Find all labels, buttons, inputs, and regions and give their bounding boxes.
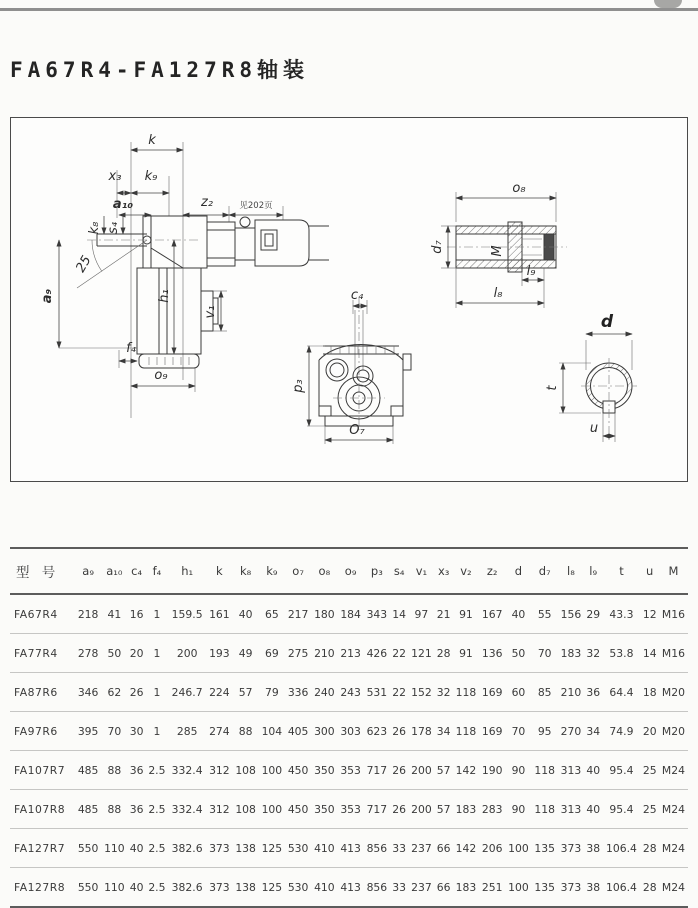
value-cell: 213 — [340, 646, 361, 660]
value-cell: 62 — [107, 685, 122, 699]
table-header-row — [10, 548, 688, 594]
value-cell: M24 — [661, 802, 685, 816]
value-cell: 53.8 — [609, 646, 634, 660]
value-cell: 142 — [455, 841, 477, 855]
value-cell: 40 — [586, 763, 601, 777]
value-cell: 88 — [107, 763, 122, 777]
value-cell: 136 — [481, 646, 503, 660]
dim-label-a9: a₉ — [40, 288, 55, 304]
value-cell: 180 — [314, 607, 335, 621]
value-cell: 41 — [107, 607, 122, 621]
column-header: x₃ — [437, 564, 450, 578]
table-row — [10, 829, 688, 868]
dim-label-see-page: 见202页 — [239, 201, 273, 211]
page-title: FA67R4-FA127R8轴装 — [10, 58, 310, 83]
value-cell: 91 — [459, 607, 473, 621]
value-cell: 373 — [209, 880, 230, 894]
column-header: z₂ — [486, 564, 498, 578]
dim-label-o9: o₉ — [154, 368, 168, 383]
value-cell: 108 — [235, 763, 256, 777]
dim-label-O7: O₇ — [349, 423, 365, 438]
column-header: k₉ — [266, 564, 278, 578]
value-cell: M24 — [661, 841, 685, 855]
value-cell: 50 — [511, 646, 526, 660]
value-cell: 300 — [314, 724, 335, 738]
value-cell: 33 — [392, 841, 407, 855]
column-header: p₃ — [370, 564, 383, 578]
value-cell: M24 — [661, 880, 685, 894]
value-cell: 332.4 — [171, 763, 203, 777]
value-cell: 18 — [642, 685, 657, 699]
value-cell: 410 — [314, 880, 335, 894]
dim-label-v1: v₁ — [203, 305, 218, 319]
value-cell: 313 — [560, 763, 582, 777]
value-cell: 169 — [481, 685, 503, 699]
value-cell: 200 — [411, 802, 432, 816]
value-cell: 210 — [314, 646, 335, 660]
value-cell: 152 — [411, 685, 432, 699]
value-cell: 274 — [209, 724, 230, 738]
top-rule — [0, 8, 698, 11]
value-cell: 856 — [366, 880, 388, 894]
value-cell: 57 — [436, 802, 451, 816]
value-cell: 90 — [511, 802, 526, 816]
value-cell: 450 — [287, 802, 309, 816]
value-cell: 623 — [366, 724, 388, 738]
value-cell: 97 — [414, 607, 429, 621]
value-cell: 90 — [511, 763, 526, 777]
column-header: d₇ — [538, 564, 551, 578]
value-cell: 183 — [455, 802, 477, 816]
table-row — [10, 712, 688, 751]
value-cell: 1 — [153, 646, 161, 660]
table-row — [10, 790, 688, 829]
dim-label-l9: l₉ — [526, 264, 536, 279]
model-cell: FA97R6 — [14, 724, 58, 738]
value-cell: 373 — [560, 880, 582, 894]
value-cell: 138 — [235, 841, 256, 855]
value-cell: 118 — [534, 802, 555, 816]
model-cell: FA127R8 — [14, 880, 66, 894]
model-cell: FA107R8 — [14, 802, 66, 816]
value-cell: 550 — [77, 841, 99, 855]
value-cell: 91 — [459, 646, 473, 660]
value-cell: 251 — [481, 880, 503, 894]
value-cell: 100 — [261, 763, 283, 777]
value-cell: 70 — [537, 646, 552, 660]
value-cell: 38 — [586, 841, 601, 855]
value-cell: 66 — [436, 841, 451, 855]
value-cell: 217 — [287, 607, 309, 621]
hollow-shaft-detail — [430, 181, 567, 308]
value-cell: 110 — [104, 841, 125, 855]
value-cell: 26 — [392, 763, 407, 777]
value-cell: 183 — [455, 880, 477, 894]
model-cell: FA127R7 — [14, 841, 66, 855]
value-cell: 142 — [455, 763, 477, 777]
value-cell: 382.6 — [171, 880, 203, 894]
value-cell: 450 — [287, 763, 309, 777]
bore-cross-section — [545, 312, 637, 442]
column-header: u — [646, 564, 654, 578]
value-cell: 121 — [411, 646, 432, 660]
value-cell: 28 — [642, 841, 657, 855]
value-cell: 100 — [508, 841, 529, 855]
dim-label-t: t — [545, 385, 560, 391]
column-header: a₉ — [82, 564, 94, 578]
value-cell: 336 — [287, 685, 309, 699]
value-cell: 332.4 — [171, 802, 203, 816]
value-cell: 135 — [534, 880, 555, 894]
value-cell: 161 — [209, 607, 230, 621]
value-cell: 43.3 — [609, 607, 634, 621]
value-cell: 178 — [411, 724, 432, 738]
value-cell: 28 — [436, 646, 451, 660]
dim-label-p3: p₃ — [291, 379, 306, 393]
value-cell: 79 — [265, 685, 279, 699]
value-cell: 85 — [537, 685, 552, 699]
value-cell: 110 — [104, 880, 125, 894]
value-cell: 218 — [77, 607, 99, 621]
value-cell: 30 — [129, 724, 144, 738]
value-cell: 405 — [287, 724, 309, 738]
value-cell: 26 — [129, 685, 144, 699]
column-header: o₉ — [344, 564, 357, 578]
value-cell: 550 — [77, 880, 99, 894]
value-cell: 104 — [261, 724, 283, 738]
value-cell: 2.5 — [148, 763, 166, 777]
value-cell: 426 — [366, 646, 388, 660]
value-cell: 40 — [129, 880, 144, 894]
value-cell: 210 — [560, 685, 582, 699]
value-cell: 410 — [314, 841, 335, 855]
column-header: s₄ — [393, 564, 405, 578]
dimension-table — [10, 547, 688, 908]
value-cell: 856 — [366, 841, 388, 855]
dim-label-o8: o₈ — [512, 181, 526, 196]
table-row — [10, 751, 688, 790]
value-cell: 40 — [511, 607, 526, 621]
dim-label-f4: f₄ — [126, 341, 136, 356]
front-view-drawing — [291, 288, 411, 444]
value-cell: 237 — [411, 880, 432, 894]
value-cell: 350 — [314, 763, 335, 777]
value-cell: M20 — [661, 685, 685, 699]
column-header: h₁ — [181, 564, 194, 578]
value-cell: M24 — [661, 763, 685, 777]
value-cell: 88 — [238, 724, 253, 738]
dim-label-c4: c₄ — [350, 288, 364, 303]
column-header: t — [619, 564, 624, 578]
value-cell: 60 — [511, 685, 526, 699]
model-cell: FA67R4 — [14, 607, 58, 621]
value-cell: 66 — [436, 880, 451, 894]
model-cell: FA87R6 — [14, 685, 58, 699]
dim-label-d7: d₇ — [430, 240, 445, 254]
technical-drawing — [11, 118, 687, 481]
column-header: k₈ — [239, 564, 252, 578]
value-cell: 485 — [77, 763, 99, 777]
value-cell: 243 — [340, 685, 361, 699]
value-cell: 88 — [107, 802, 122, 816]
value-cell: 413 — [340, 841, 361, 855]
value-cell: M20 — [661, 724, 685, 738]
value-cell: 312 — [209, 763, 230, 777]
value-cell: 193 — [209, 646, 230, 660]
value-cell: 1 — [153, 724, 161, 738]
table-row — [10, 594, 688, 634]
column-header: k — [216, 564, 223, 578]
value-cell: M16 — [661, 607, 685, 621]
value-cell: 57 — [238, 685, 253, 699]
table-row — [10, 634, 688, 673]
column-header: a₁₀ — [106, 564, 123, 578]
value-cell: 95 — [537, 724, 552, 738]
column-header-model: 型 号 — [16, 565, 60, 581]
value-cell: 237 — [411, 841, 432, 855]
value-cell: 206 — [481, 841, 503, 855]
value-cell: 14 — [392, 607, 407, 621]
value-cell: 717 — [366, 763, 388, 777]
value-cell: 135 — [534, 841, 555, 855]
dim-label-angle25: 25 — [73, 253, 95, 276]
value-cell: 275 — [287, 646, 309, 660]
value-cell: 106.4 — [605, 880, 637, 894]
value-cell: 28 — [642, 880, 657, 894]
value-cell: 169 — [481, 724, 503, 738]
value-cell: 167 — [481, 607, 503, 621]
value-cell: 55 — [537, 607, 552, 621]
value-cell: 200 — [176, 646, 198, 660]
column-header: l₉ — [589, 564, 598, 578]
value-cell: 36 — [129, 802, 144, 816]
column-header: o₇ — [292, 564, 304, 578]
value-cell: 50 — [107, 646, 122, 660]
value-cell: 283 — [481, 802, 503, 816]
value-cell: 485 — [77, 802, 99, 816]
value-cell: 353 — [340, 802, 361, 816]
value-cell: 38 — [586, 880, 601, 894]
value-cell: 108 — [235, 802, 256, 816]
column-header: l₈ — [567, 564, 575, 578]
value-cell: 200 — [411, 763, 432, 777]
value-cell: 313 — [560, 802, 582, 816]
value-cell: 270 — [560, 724, 582, 738]
column-header: c₄ — [131, 564, 143, 578]
value-cell: 2.5 — [148, 880, 166, 894]
drawing-panel — [10, 117, 688, 482]
value-cell: 20 — [129, 646, 144, 660]
value-cell: 32 — [586, 646, 601, 660]
model-cell: FA107R7 — [14, 763, 66, 777]
table-body — [10, 594, 688, 907]
dim-label-x3: x₃ — [108, 169, 122, 184]
column-header: v₂ — [460, 564, 472, 578]
value-cell: 25 — [642, 763, 657, 777]
value-cell: 106.4 — [605, 841, 637, 855]
dim-label-k8: k₈ — [87, 221, 102, 235]
value-cell: 64.4 — [609, 685, 634, 699]
value-cell: 100 — [261, 802, 283, 816]
value-cell: 26 — [392, 802, 407, 816]
value-cell: 246.7 — [171, 685, 203, 699]
value-cell: 395 — [77, 724, 99, 738]
value-cell: 26 — [392, 724, 407, 738]
dim-label-z2: z₂ — [200, 195, 214, 210]
value-cell: 118 — [455, 724, 477, 738]
value-cell: 312 — [209, 802, 230, 816]
value-cell: 240 — [314, 685, 335, 699]
value-cell: 25 — [642, 802, 657, 816]
value-cell: 40 — [238, 607, 253, 621]
value-cell: 29 — [586, 607, 601, 621]
value-cell: 224 — [209, 685, 230, 699]
value-cell: 717 — [366, 802, 388, 816]
value-cell: 373 — [209, 841, 230, 855]
value-cell: 22 — [392, 646, 407, 660]
value-cell: 65 — [265, 607, 279, 621]
column-header: v₁ — [415, 564, 428, 578]
value-cell: 70 — [511, 724, 526, 738]
value-cell: 22 — [392, 685, 407, 699]
value-cell: 69 — [265, 646, 279, 660]
value-cell: 36 — [586, 685, 601, 699]
side-view-drawing — [40, 133, 329, 418]
dim-label-u: u — [589, 421, 599, 436]
value-cell: 303 — [340, 724, 361, 738]
value-cell: 49 — [238, 646, 253, 660]
value-cell: 138 — [235, 880, 256, 894]
value-cell: 2.5 — [148, 802, 166, 816]
value-cell: M16 — [661, 646, 685, 660]
value-cell: 32 — [436, 685, 451, 699]
value-cell: 184 — [340, 607, 361, 621]
dim-label-s4: s₄ — [106, 222, 121, 234]
value-cell: 118 — [455, 685, 477, 699]
table-row — [10, 868, 688, 908]
value-cell: 2.5 — [148, 841, 166, 855]
value-cell: 531 — [366, 685, 388, 699]
value-cell: 1 — [153, 685, 161, 699]
value-cell: 183 — [560, 646, 582, 660]
dim-label-d: d — [600, 312, 614, 332]
value-cell: 118 — [534, 763, 555, 777]
value-cell: 125 — [261, 880, 283, 894]
value-cell: 285 — [176, 724, 198, 738]
model-cell: FA77R4 — [14, 646, 58, 660]
value-cell: 373 — [560, 841, 582, 855]
value-cell: 21 — [436, 607, 451, 621]
value-cell: 278 — [77, 646, 99, 660]
table-row — [10, 673, 688, 712]
value-cell: 34 — [436, 724, 451, 738]
value-cell: 159.5 — [171, 607, 203, 621]
dim-label-k9: k₉ — [144, 169, 158, 184]
logo-mark — [654, 0, 682, 8]
value-cell: 1 — [153, 607, 161, 621]
value-cell: 14 — [642, 646, 657, 660]
value-cell: 100 — [508, 880, 529, 894]
value-cell: 353 — [340, 763, 361, 777]
value-cell: 350 — [314, 802, 335, 816]
value-cell: 346 — [77, 685, 99, 699]
value-cell: 343 — [366, 607, 388, 621]
value-cell: 95.4 — [609, 802, 634, 816]
dim-label-h1: h₁ — [157, 289, 172, 303]
value-cell: 190 — [481, 763, 503, 777]
value-cell: 33 — [392, 880, 407, 894]
value-cell: 40 — [586, 802, 601, 816]
value-cell: 12 — [642, 607, 657, 621]
value-cell: 40 — [129, 841, 144, 855]
value-cell: 382.6 — [171, 841, 203, 855]
value-cell: 34 — [586, 724, 601, 738]
value-cell: 57 — [436, 763, 451, 777]
value-cell: 74.9 — [609, 724, 634, 738]
column-header: d — [514, 564, 523, 578]
column-header: M — [668, 564, 679, 578]
value-cell: 530 — [287, 880, 309, 894]
value-cell: 530 — [287, 841, 309, 855]
value-cell: 70 — [107, 724, 122, 738]
dim-label-a10: a₁₀ — [112, 197, 134, 212]
column-header: o₈ — [318, 564, 331, 578]
column-header: f₄ — [152, 564, 162, 578]
value-cell: 413 — [340, 880, 361, 894]
dim-label-k: k — [148, 133, 156, 148]
dim-label-M: M — [490, 245, 505, 257]
dim-label-l8: l₈ — [493, 286, 503, 301]
value-cell: 20 — [642, 724, 657, 738]
value-cell: 16 — [129, 607, 144, 621]
value-cell: 125 — [261, 841, 283, 855]
value-cell: 156 — [560, 607, 582, 621]
value-cell: 95.4 — [609, 763, 634, 777]
value-cell: 36 — [129, 763, 144, 777]
